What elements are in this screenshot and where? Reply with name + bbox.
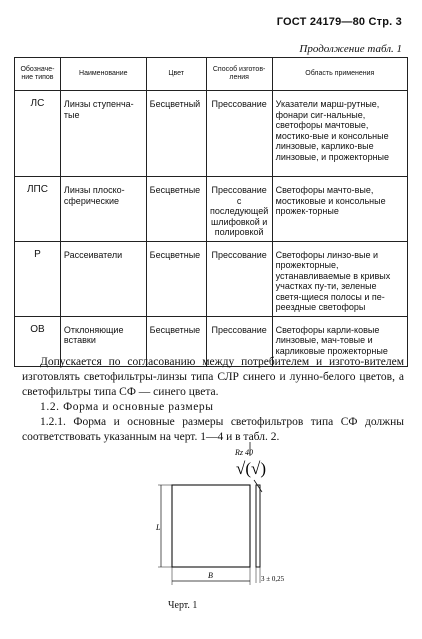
header-code: Обозначе-ние типов: [15, 58, 61, 91]
section-heading: 1.2. Форма и основные размеры: [40, 401, 214, 413]
row-use: Светофоры линзо-вые и прожекторные, устанавливаемые в кривых участках пу-ти, зеленые светя-щиеся полосы и пе-реездные светофоры: [272, 241, 407, 316]
row-use: Светофоры мачто-вые, мостиковые и консольные прожек-торные: [272, 177, 407, 242]
dimension-b-label: B: [208, 571, 213, 580]
row-code: ЛПС: [15, 177, 61, 242]
row-code: ЛС: [15, 91, 61, 177]
dimension-l-label: L: [156, 523, 161, 532]
section-mark: [254, 480, 262, 492]
filter-plate-side: [256, 485, 260, 567]
types-table: [14, 57, 408, 367]
paragraph-permission: Допускается по согласованию между потребителем и изгото-вителем изготовлять светофильтры-линзы типа СЛР синего и лунно-белого цветов, а светофильтры типа СФ — синего цвета.: [22, 356, 404, 398]
row-name: Рассеиватели: [60, 241, 146, 316]
row-color: Бесцветный: [146, 91, 206, 177]
row-name: Линзы плоско-сферические: [60, 177, 146, 242]
table-continuation-label: Продолжение табл. 1: [299, 43, 402, 55]
row-name: Линзы ступенча-тые: [60, 91, 146, 177]
row-color: Бесцветные: [146, 241, 206, 316]
table-row: [15, 177, 408, 242]
table-header-row: [15, 58, 408, 91]
row-color: Бесцветные: [146, 177, 206, 242]
row-use: Указатели марш-рутные, фонари сиг-нальные, светофоры мачтовые, мостико-вые и консольные линзовые, карлико-вые линзовые, и прожекторные: [272, 91, 407, 177]
dimension-thickness-label: 3 ± 0,25: [261, 575, 285, 583]
drawing-figure-1: [150, 440, 290, 610]
table-row: [15, 91, 408, 177]
row-method: Прессование: [206, 91, 272, 177]
row-code: Р: [15, 241, 61, 316]
row-method: Прессование: [206, 241, 272, 316]
page-header: ГОСТ 24179—80 Стр. 3: [276, 16, 402, 28]
header-use: Область применения: [272, 58, 407, 91]
row-name: Отклоняющие вставки: [60, 316, 146, 366]
header-color: Цвет: [146, 58, 206, 91]
header-name: Наименование: [60, 58, 146, 91]
row-color: Бесцветные: [146, 316, 206, 366]
header-method: Способ изготов-ления: [206, 58, 272, 91]
paragraph-shape-dimensions: 1.2.1. Форма и основные размеры светофильтров типа СФ должны соответствовать указанным на черт. 1—4 и в табл. 2.: [22, 416, 404, 443]
surface-finish-symbol: √(√): [236, 459, 266, 478]
row-method: Прессование с последующей шлифовкой и полировкой: [206, 177, 272, 242]
row-code: ОВ: [15, 316, 61, 366]
roughness-label: Rz 40: [235, 448, 253, 457]
row-use: Светофоры карли-ковые линзовые, мач-товые и карликовые прожекторные: [272, 316, 407, 366]
row-method: Прессование: [206, 316, 272, 366]
table-row: [15, 241, 408, 316]
figure-caption: Черт. 1: [168, 600, 198, 611]
filter-plate-front: [172, 485, 250, 567]
